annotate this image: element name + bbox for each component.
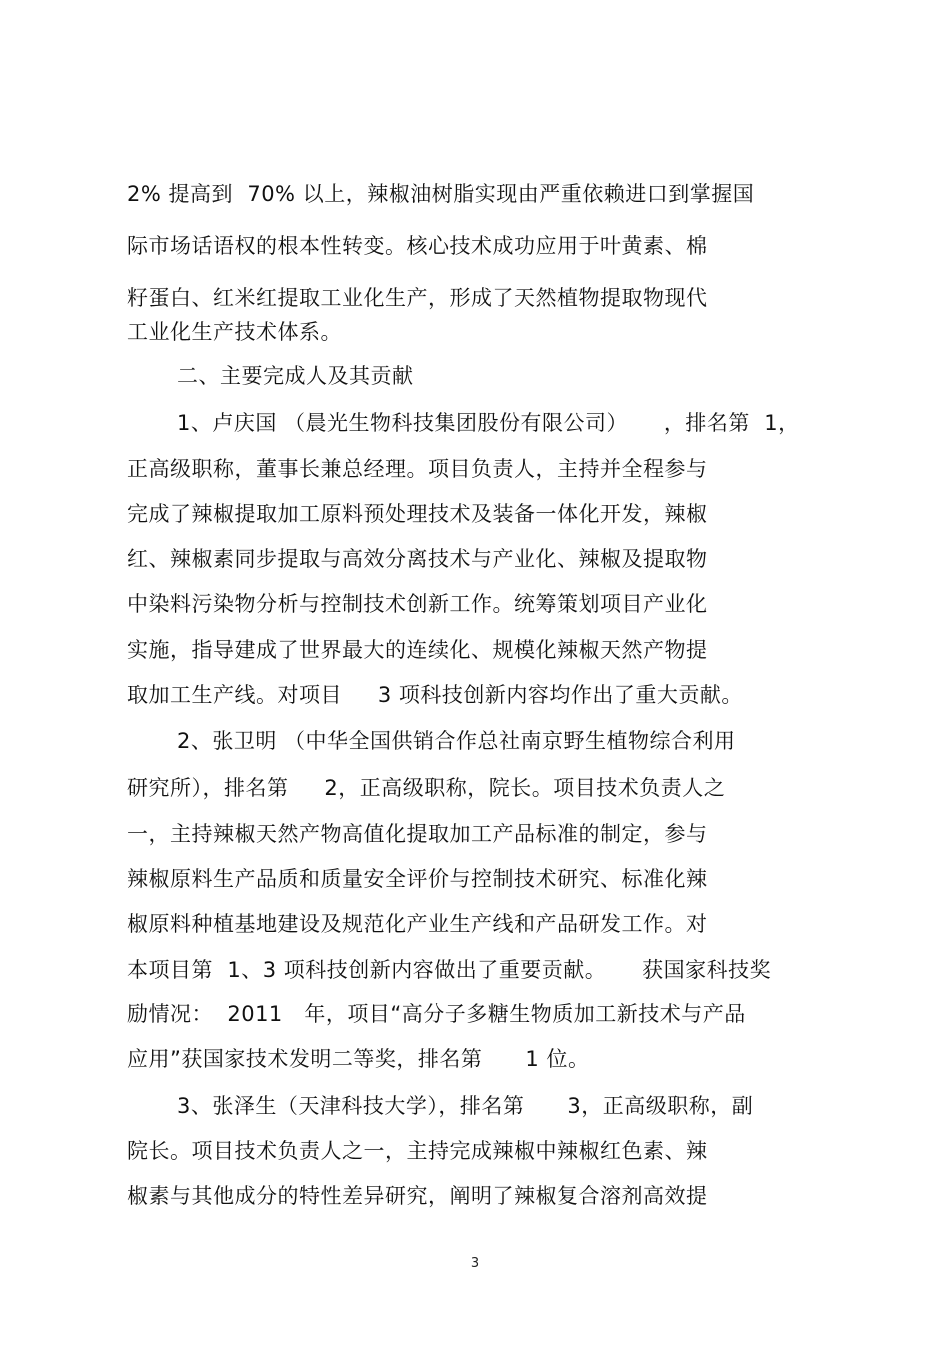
- text-line: 院长。项目技术负责人之一，主持完成辣椒中辣椒红色素、辣: [127, 1139, 708, 1163]
- text-line: 研究所），排名第 2，正高级职称，院长。项目技术负责人之: [127, 776, 726, 800]
- text-line: 籽蛋白、红米红提取工业化生产，形成了天然植物提取物现代: [127, 286, 708, 310]
- text-line: 正高级职称，董事长兼总经理。项目负责人，主持并全程参与: [127, 457, 708, 481]
- text-line: 2、张卫明 （中华全国供销合作总社南京野生植物综合利用: [177, 729, 736, 753]
- text-line: 完成了辣椒提取加工原料预处理技术及装备一体化开发，辣椒: [127, 502, 708, 526]
- text-line: 工业化生产技术体系。: [127, 320, 342, 344]
- text-line: 红、辣椒素同步提取与高效分离技术与产业化、辣椒及提取物: [127, 547, 708, 571]
- text-line: 本项目第 1、3 项科技创新内容做出了重要贡献。 获国家科技奖: [127, 958, 772, 982]
- text-line: 2% 提高到 70% 以上，辣椒油树脂实现由严重依赖进口到掌握国: [127, 182, 755, 206]
- text-line: 应用”获国家技术发明二等奖，排名第 1 位。: [127, 1047, 590, 1071]
- text-line: 1、卢庆国 （晨光生物科技集团股份有限公司） ，排名第 1，: [177, 411, 800, 435]
- text-line: 励情况： 2011 年，项目“高分子多糖生物质加工新技术与产品: [127, 1002, 746, 1026]
- text-line: 3、张泽生（天津科技大学），排名第 3，正高级职称，副: [177, 1094, 754, 1118]
- text-line: 椒素与其他成分的特性差异研究，阐明了辣椒复合溶剂高效提: [127, 1184, 708, 1208]
- text-line: 椒原料种植基地建设及规范化产业生产线和产品研发工作。对: [127, 912, 708, 936]
- text-line: 二、主要完成人及其贡献: [177, 364, 414, 388]
- text-line: 际市场话语权的根本性转变。核心技术成功应用于叶黄素、棉: [127, 234, 708, 258]
- text-line: 辣椒原料生产品质和质量安全评价与控制技术研究、标准化辣: [127, 867, 708, 891]
- text-line: 实施，指导建成了世界最大的连续化、规模化辣椒天然产物提: [127, 638, 708, 662]
- text-line: 取加工生产线。对项目 3 项科技创新内容均作出了重大贡献。: [127, 683, 743, 707]
- text-line: 中染料污染物分析与控制技术创新工作。统筹策划项目产业化: [127, 592, 708, 616]
- page-number: 3: [470, 1256, 480, 1271]
- text-line: 一，主持辣椒天然产物高值化提取加工产品标准的制定，参与: [127, 822, 708, 846]
